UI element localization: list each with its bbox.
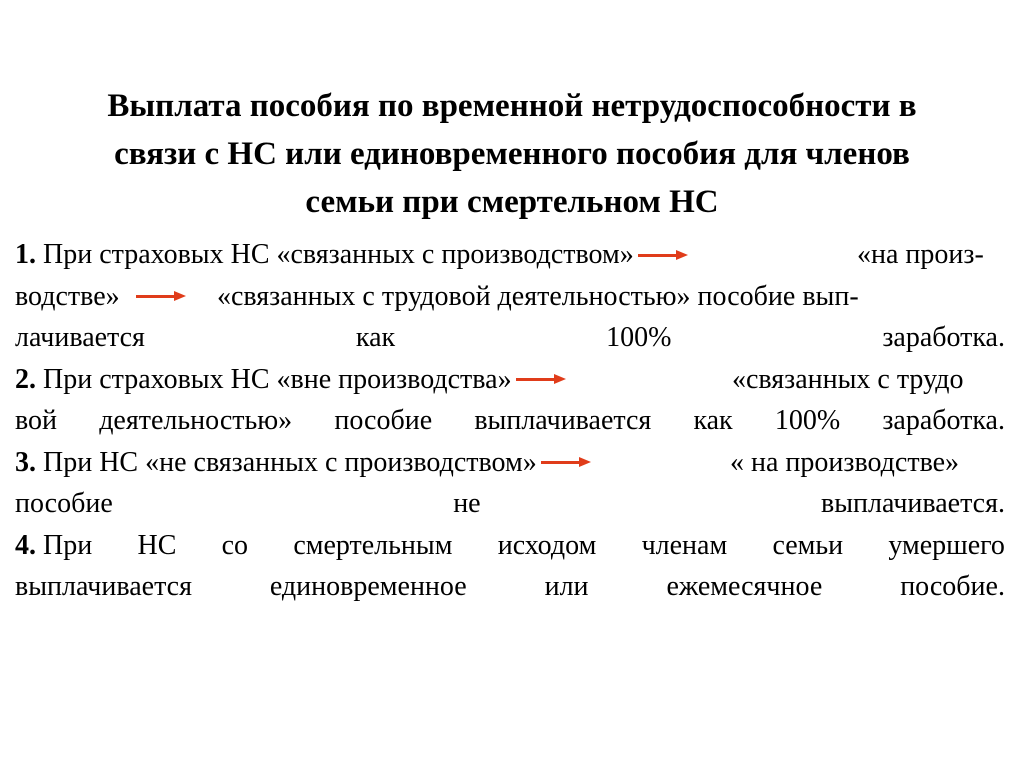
point-2-line-1 bbox=[15, 359, 1005, 401]
word: пособие bbox=[334, 405, 433, 436]
arrow-right-icon bbox=[516, 375, 566, 383]
point-1-line-1 bbox=[15, 234, 1005, 276]
point-number: 3. bbox=[15, 446, 36, 478]
word: НС bbox=[137, 529, 177, 561]
word: 100% bbox=[774, 405, 841, 436]
point-number: 4. bbox=[15, 529, 36, 561]
word: исходом bbox=[497, 529, 597, 561]
word: членам bbox=[641, 529, 728, 561]
word: умершего bbox=[888, 529, 1005, 561]
word: 100% bbox=[606, 322, 672, 353]
point-number: 2. bbox=[15, 363, 36, 395]
word: заработка. bbox=[882, 322, 1005, 353]
word: единовременное bbox=[269, 571, 467, 602]
point-text: При страховых НС «связанных с производством» bbox=[36, 239, 634, 270]
word: лачивается bbox=[15, 322, 145, 353]
point-1-line-3 bbox=[15, 317, 1005, 359]
word: как bbox=[693, 405, 733, 436]
word: вой bbox=[15, 405, 58, 436]
point-text: водстве» bbox=[15, 280, 120, 312]
slide-body bbox=[15, 234, 1005, 608]
title-line: Выплата пособия по временной нетрудоспособности в bbox=[107, 88, 917, 124]
point-text: «на произ- bbox=[857, 239, 984, 270]
arrow-right-icon bbox=[541, 458, 591, 466]
point-text: «связанных с трудовой деятельностью» пособие вып- bbox=[217, 280, 859, 312]
word: семьи bbox=[772, 529, 844, 561]
point-2-line-2 bbox=[15, 400, 1005, 442]
word: или bbox=[544, 571, 589, 602]
point-text: При страховых НС «вне производства» bbox=[36, 363, 512, 395]
word: деятельностью» bbox=[99, 405, 293, 436]
point-1-line-2 bbox=[15, 276, 1005, 318]
word: пособие. bbox=[900, 571, 1005, 602]
word: смертельным bbox=[293, 529, 453, 561]
point-text: « на производстве» bbox=[730, 446, 960, 478]
word: со bbox=[221, 529, 249, 561]
title-line: связи с НС или единовременного пособия для членов bbox=[114, 136, 910, 172]
word: как bbox=[355, 322, 396, 353]
word: ежемесячное bbox=[666, 571, 823, 602]
word: выплачивается. bbox=[821, 488, 1005, 519]
point-number: 1. bbox=[15, 239, 36, 270]
point-4-line-2 bbox=[15, 566, 1005, 608]
point-4-line-1 bbox=[15, 525, 1005, 567]
word: не bbox=[453, 488, 481, 519]
slide-title bbox=[20, 82, 1004, 226]
word bbox=[15, 525, 92, 567]
arrow-right-icon bbox=[136, 292, 186, 300]
point-3-line-2 bbox=[15, 483, 1005, 525]
arrow-right-icon bbox=[638, 251, 688, 259]
word: При bbox=[43, 529, 93, 561]
word: заработка. bbox=[882, 405, 1005, 436]
word: выплачивается bbox=[15, 571, 192, 602]
title-line: семьи при смертельном НС bbox=[305, 184, 719, 220]
point-text: «связанных с трудо bbox=[732, 363, 964, 395]
point-3-line-1 bbox=[15, 442, 1005, 484]
word: выплачивается bbox=[474, 405, 652, 436]
word: пособие bbox=[15, 488, 113, 519]
point-text: При НС «не связанных с производством» bbox=[36, 446, 537, 478]
